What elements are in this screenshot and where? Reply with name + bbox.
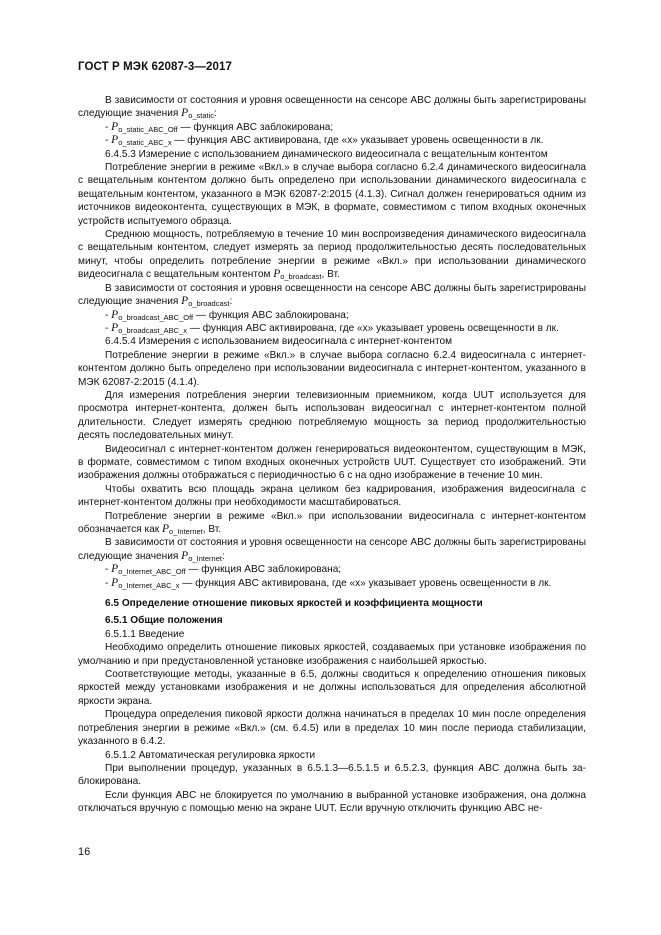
list-item: - $P_{o\_Internet\_ABC\_x}$ — функция ABC активирована, где «x» указывает уровень освещенности в лк. (105, 576, 552, 590)
paragraph: В зависимости от состояния и уровня освещенности на сенсоре ABC должны быть зарегистрированы следующие значения $P_{o\_broadcast}$: (78, 282, 586, 309)
page-number: 16 (78, 846, 91, 858)
subsection-heading: 6.5.1.2 Автоматическая регулировка яркости (105, 749, 316, 761)
paragraph: Чтобы охватить всю площадь экрана целиком без кадрирования, изображения видеосигнала с интернет-контентом должны при необходимости масштабироваться. (78, 483, 586, 509)
document-body (78, 94, 586, 816)
paragraph: В зависимости от состояния и уровня освещенности на сенсоре ABC должны быть зарегистрированы следующие значения $P_{o\_Internet}$: (78, 537, 586, 563)
paragraph: В зависимости от состояния и уровня освещенности на сенсоре ABC должны быть зарегистрированы следующие значения $P_{o\_static}$: (78, 95, 586, 121)
paragraph: Процедура определения пиковой яркости должна начинаться в пределах 10 мин после определения потребления энергии в режиме «Вкл.» (см. 6.4.5) или в пределах 10 мин после периода стабилизации, указанного в 6.4.2. (78, 709, 586, 748)
paragraph: Необходимо определить отношение пиковых яркостей, создаваемых при установке изображения по умолчанию и при предустановленной установке изображения с наибольшей яркостью. (78, 642, 586, 667)
section-heading: 6.4.5.3 Измерение с использованием динамического видеосигнала с вещательным контентом (105, 148, 548, 160)
list-item: - $P_{o\_Internet\_ABC\_Off}$ — функция ABC заблокирована; (105, 563, 342, 577)
paragraph: Среднюю мощность, потребляемую в течение 10 мин воспроизведения динамического видеосигнала с вещательным контентом, следует измерять за период продолжительностью десять последовательных минут, чтобы определить потребление энергии в режиме «Вкл.» при использовании динамического видеосигнала с вещательным контентом $P_{o\_broadcast}$, Вт. (78, 229, 586, 282)
paragraph: Если функция ABC не блокируется по умолчанию в выбранной установке изображения, она должна отключаться вручную с помощью меню на экране UUT. Если вручную отключить функцию ABC не- (78, 789, 586, 815)
paragraph: При выполнении процедур, указанных в 6.5.1.3—6.5.1.5 и 6.5.2.3, функция ABC должна быть заблокирована. (78, 762, 586, 788)
list-item: - $P_{o\_static\_ABC\_x}$ — функция ABC активирована, где «x» указывает уровень освещенности в лк. (105, 134, 544, 148)
document-header: ГОСТ Р МЭК 62087-3—2017 (78, 61, 232, 73)
section-heading: 6.5 Определение отношение пиковых яркостей и коэффициента мощности (105, 598, 483, 610)
list-item: - $P_{o\_broadcast\_ABC\_Off}$ — функция ABC заблокирована; (105, 308, 349, 322)
list-item: - $P_{o\_static\_ABC\_Off}$ — функция ABC заблокирована; (105, 120, 334, 134)
section-heading: 6.4.5.4 Измерения с использованием видеосигнала с интернет-контентом (105, 336, 453, 348)
paragraph: Видеосигнал с интернет-контентом должен генерироваться видеоконтентом, существующим в МЭК, в формате, совместимом с типом входных оконечных устройств UUT. Существует сто изображений. Эти изображения должны отображаться с периодичностью 6 с на одно изображение в течение 10 мин. (78, 443, 586, 482)
paragraph: Для измерения потребления энергии телевизионным приемником, когда UUT используется для просмотра интернет-контента, должен быть использован видеосигнал с интернет-контентом полной длительности. Следует измерять среднюю потребляемую мощность за период продолжительностью десять последовательных минут. (78, 389, 586, 442)
paragraph: Соответствующие методы, указанные в 6.5, должны сводиться к определению отношения пиковых яркостей между установками изображения и не должны использоваться для определения абсолютной яркости экрана. (78, 669, 586, 707)
paragraph: Потребление энергии в режиме «Вкл.» в случае выбора согласно 6.2.4 динамического видеосигнала с вещательным контентом должно быть определено при использовании динамического видеосигнала с вещательным контентом, указанного в МЭК 62087-2:2015 (4.1.3). Сигнал должен генерироваться одним из источников видеоконтента, существующих в МЭК, в формате, совместимом с типом входных оконечных устройств испытуемого образца. (78, 162, 586, 227)
paragraph: Потребление энергии в режиме «Вкл.» в случае выбора согласно 6.2.4 видеосигнала с интернет-контентом должно быть определено при использовании видеосигнала с интернет-контентом, указанного в МЭК 62087-2:2015 (4.1.4). (78, 349, 586, 388)
list-item: - $P_{o\_broadcast\_ABC\_x}$ — функция ABC активирована, где «x» указывает уровень освещенности в лк. (105, 321, 559, 335)
paragraph: Потребление энергии в режиме «Вкл.» при использовании видеосигнала с интернет-контентом обозначается как $P_{o\_Internet}$, Вт. (78, 510, 586, 536)
subsection-heading: 6.5.1 Общие положения (105, 615, 223, 627)
subsection-heading: 6.5.1.1 Введение (105, 628, 185, 640)
